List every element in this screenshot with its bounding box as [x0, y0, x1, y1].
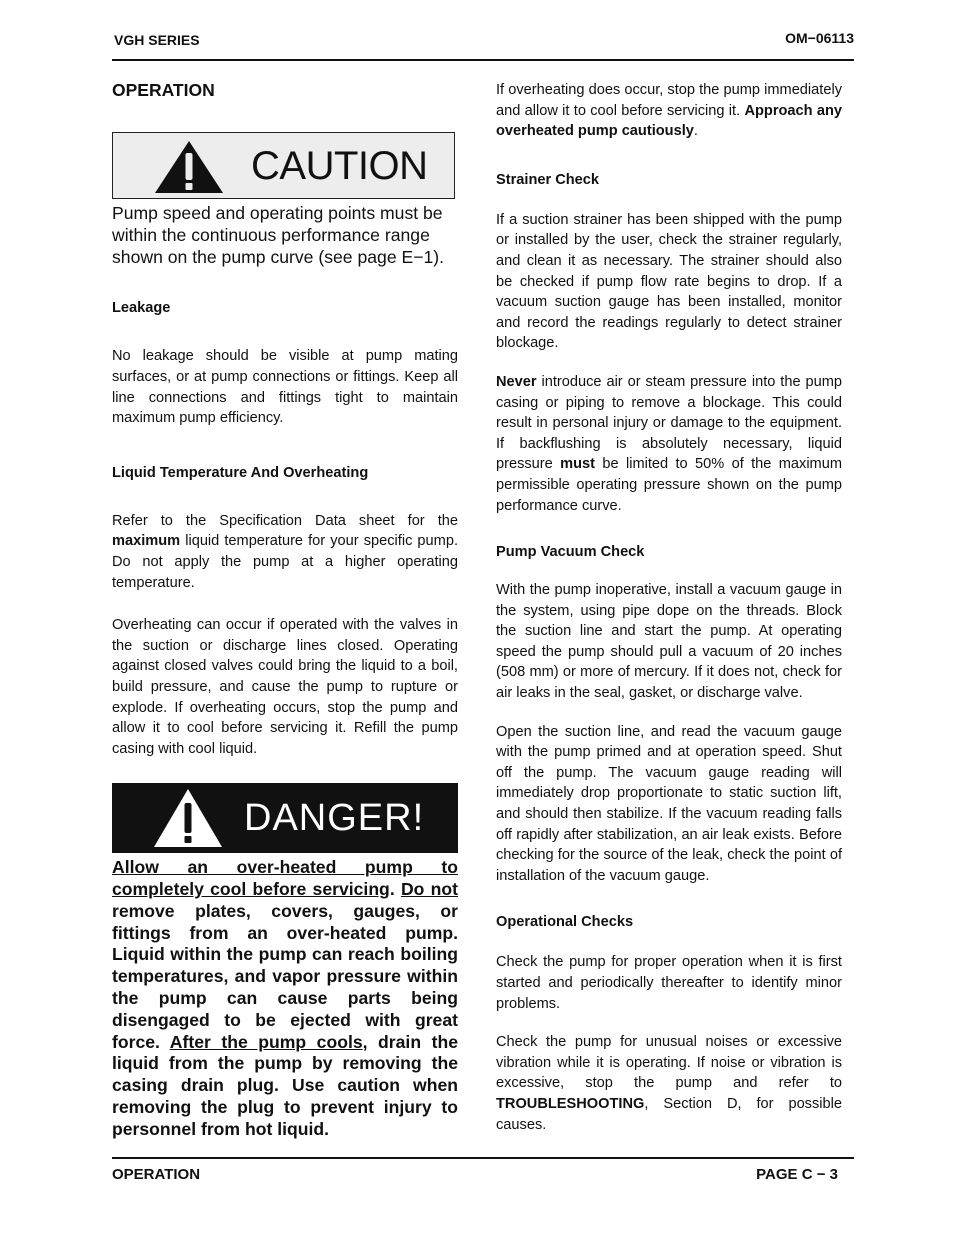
overheating-paragraph: Overheating can occur if operated with the valves in the suction or discharge lines closed. Operating against closed valves could bring the liquid to a boil, build pressure, and cause the pump to rupture or explode. If overheating occurs, stop the pump and allow it to cool before servicing it. Refill the pump casing with cool liquid.: [112, 617, 458, 757]
series-label: VGH SERIES: [114, 32, 200, 48]
vacuum-paragraph-2: Open the suction line, and read the vacuum gauge with the pump primed and at operation speed. Shut off the pump. The vacuum gauge reading will immediately drop proportionate to static suction lift, and should then stabilize. If the vacuum reading falls off rapidly after stabilization, an air leak exists. Before checking for the source of the leak, check the point of installation of the vacuum gauge.: [496, 723, 842, 884]
document-number: OM−06113: [785, 30, 854, 46]
caution-text: Pump speed and operating points must be within the continuous performance range shown on the pump curve (see page E−1).: [112, 203, 445, 267]
warning-triangle-icon: [153, 139, 225, 195]
danger-label: DANGER!: [244, 797, 425, 840]
strainer-text: If a suction strainer has been shipped with the pump or installed by the user, check the strainer regularly, and clean it as necessary. The strainer should also be checked if pump flow rate begins to drop. If a vacuum suction gauge has been installed, monitor and record the readings regularly to detect strainer blockage.: [496, 211, 842, 352]
right-column: [496, 80, 842, 1135]
strainer-heading: Strainer Check: [496, 171, 600, 188]
caution-banner: [112, 132, 455, 199]
leakage-text: No leakage should be visible at pump mating surfaces, or at pump connections or fittings. Keep all line connections and fittings tight to maintain maximum pump efficiency.: [112, 348, 458, 427]
page-footer: [112, 1157, 854, 1183]
danger-text: Allow an over-heated pump to completely cool before servicing. Do not remove plates, covers, gauges, or fittings from an over-heated pump. Liquid within the pump can reach boiling temperatures, and vapor pressure within the pump can cause parts being disengaged to be ejected with great force. After the pump cools, drain the liquid from the pump by removing the casing drain plug. Use caution when removing the plug to prevent injury to personnel from hot liquid.: [112, 857, 458, 1139]
checks-paragraph-1: Check the pump for proper operation when it is first started and periodically thereafter to identify minor problems.: [496, 954, 842, 1012]
operational-checks-heading: Operational Checks: [496, 914, 634, 931]
vacuum-paragraph-1: With the pump inoperative, install a vacuum gauge in the system, using pipe dope on the threads. Block the suction line and start the pump. At operating speed the pump should pull a vacuum of 20 inches (508 mm) or more of mercury. If it does not, check for air leaks in the seal, gasket, or discharge valve.: [496, 582, 842, 702]
page-title: OPERATION: [112, 80, 215, 100]
left-column: [112, 80, 458, 1141]
caution-label: CAUTION: [251, 144, 428, 188]
liquid-temp-heading: Liquid Temperature And Overheating: [112, 464, 369, 481]
leakage-heading: Leakage: [112, 300, 171, 317]
overheat-paragraph: If overheating does occur, stop the pump immediately and allow it to cool before servicing it. Approach any overheated pump cautiously.: [496, 82, 842, 140]
footer-section: OPERATION: [112, 1166, 201, 1183]
vacuum-heading: Pump Vacuum Check: [496, 544, 645, 561]
liquid-temp-paragraph: Refer to the Specification Data sheet for the maximum liquid temperature for your specific pump. Do not apply the pump at a higher operating temperature.: [112, 512, 458, 591]
checks-paragraph-2: Check the pump for unusual noises or excessive vibration while it is operating. If noise or vibration is excessive, stop the pump and refer to TROUBLESHOOTING, Section D, for possible causes.: [496, 1034, 842, 1133]
page-header: [112, 31, 854, 61]
danger-triangle-icon: [152, 787, 224, 849]
never-paragraph: Never introduce air or steam pressure into the pump casing or piping to remove a blockage. This could result in personal injury or damage to the equipment. If backflushing is absolutely necessary, liquid pressure must be limited to 50% of the maximum permissible operating pressure shown on the pump performance curve.: [496, 373, 842, 514]
page-number: PAGE C − 3: [756, 1166, 838, 1183]
danger-banner: [112, 783, 458, 853]
